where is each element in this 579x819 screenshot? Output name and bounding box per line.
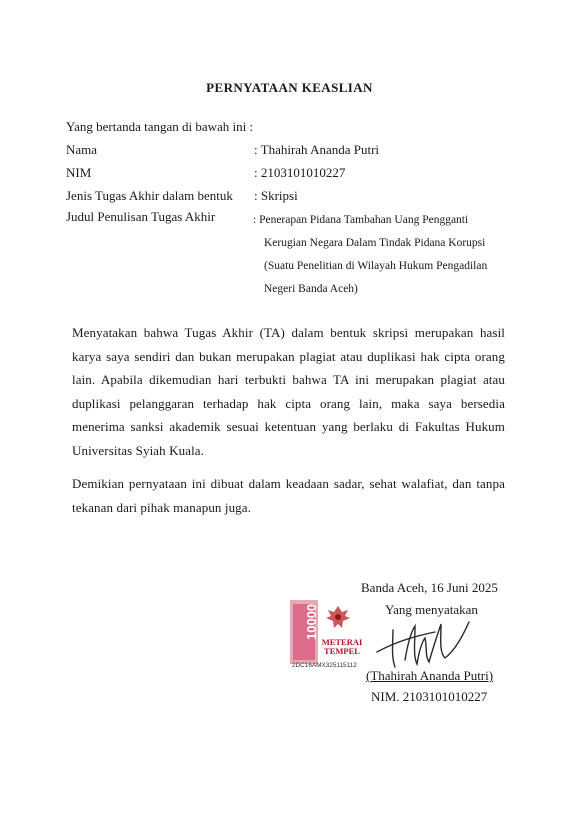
signer-nim: NIM. 2103101010227 (371, 689, 488, 704)
stamp-label-meterai: METERAI (321, 637, 363, 647)
judul-line: : Penerapan Pidana Tambahan Uang Pengganti (253, 214, 469, 226)
field-label: Jenis Tugas Akhir dalam bentuk (66, 188, 233, 203)
document-title: PERNYATAAN KEASLIAN (206, 80, 373, 95)
intro-line: Yang bertanda tangan di bawah ini : (66, 119, 254, 134)
judul-line: Negeri Banda Aceh) (264, 283, 358, 295)
stamp-label-tempel: TEMPEL (324, 646, 360, 656)
field-value: : 2103101010227 (254, 165, 346, 180)
statement-paragraph: Menyatakan bahwa Tugas Akhir (TA) dalam bentuk skripsi merupakan hasil karya saya sendiri dan bukan merupakan plagiat atau duplikasi hak cipta orang lain. Apabila dikemudian hari terbukti bahwa TA ini merupakan plagiat atau duplikasi pelanggaran terhadap hak cipta orang lain, maka saya bersedia menerima sanksi akademik sesuai ketentuan yang berlaku di Fakultas Hukum Universitas Syiah Kuala. (72, 325, 505, 458)
stamp-serial: 2DC16AMX325115112 (292, 662, 357, 669)
place-date: Banda Aceh, 16 Juni 2025 (361, 580, 498, 595)
closing-paragraph: Demikian pernyataan ini dibuat dalam keadaan sadar, sehat walafiat, dan tanpa tekanan dari pihak manapun juga. (72, 476, 505, 515)
judul-value (253, 209, 487, 301)
judul-line: Kerugian Negara Dalam Tindak Pidana Korupsi (264, 237, 486, 249)
field-label: NIM (66, 165, 92, 180)
signer-name: (Thahirah Ananda Putri) (366, 668, 494, 683)
stamp-amount: 10000 (304, 603, 319, 640)
handwritten-signature (375, 612, 475, 674)
judul-line: (Suatu Penelitian di Wilayah Hukum Pengadilan (264, 260, 488, 272)
field-label: Nama (66, 142, 98, 157)
meterai-stamp (290, 600, 370, 672)
field-value: : Skripsi (254, 188, 298, 203)
garuda-emblem-icon (326, 606, 350, 628)
field-label: Judul Penulisan Tugas Akhir (66, 209, 216, 224)
signer-role: Yang menyatakan (385, 602, 478, 617)
field-value: : Thahirah Ananda Putri (254, 142, 380, 157)
